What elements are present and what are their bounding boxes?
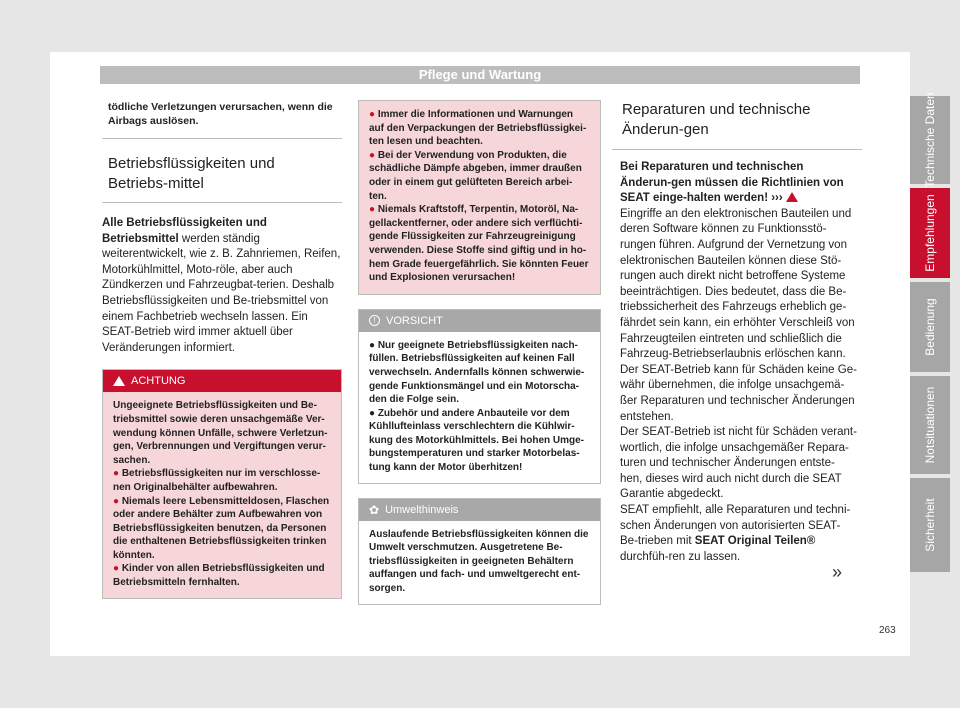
warning-bullet: ● Kinder von allen Betriebsflüssigkeiten und Betriebsmitteln fernhalten. bbox=[113, 563, 325, 589]
intro-text: tödliche Verletzungen verursachen, wenn die Airbags auslösen. bbox=[108, 101, 333, 127]
tab-sicherheit[interactable]: Sicherheit bbox=[910, 478, 950, 572]
environment-header bbox=[359, 499, 600, 521]
caution-box bbox=[358, 309, 601, 484]
warning-bullet: ● Immer die Informationen und Warnungen auf den Verpackungen der Betriebsflüssigkei-ten lesen und beachten. bbox=[369, 109, 587, 148]
column-left bbox=[102, 100, 342, 599]
tab-empfehlungen[interactable]: Empfehlungen bbox=[910, 188, 950, 278]
warning-text: Ungeeignete Betriebsflüssigkeiten und Be-triebsmittel sowie deren unsachgemäße Ver-wendung können Unfälle, schwere Verletzun-gen, Verbrennungen und Vergiftungen verur-sachen. bbox=[113, 400, 328, 466]
repairs-p2: Der SEAT-Betrieb kann für Schäden keine Ge-währ übernehmen, die infolge unsachgemä-ßer Reparaturen und technischer Änderungen entstehen. bbox=[620, 363, 857, 423]
caution-bullet: ● Nur geeignete Betriebsflüssigkeiten nach-füllen. Betriebsflüssigkeiten auf keinen Fall verwechseln. Andernfalls können schwerwie-gende Funktionsmängel und ein Motorscha-den die Folge sein. bbox=[369, 339, 585, 406]
repairs-body bbox=[612, 160, 857, 565]
tab-bedienung[interactable]: Bedienung bbox=[910, 282, 950, 372]
environment-label: Umwelthinweis bbox=[385, 503, 459, 516]
warning-icon bbox=[786, 192, 798, 202]
warning-body bbox=[103, 392, 341, 597]
caution-label: VORSICHT bbox=[386, 314, 443, 327]
repairs-p3: Der SEAT-Betrieb ist nicht für Schäden verant-wortlich, die infolge unsachgemäßer Repara-turen und technischer Änderungen entste-hen, dieses wird auch nicht durch die SEAT Garantie abgedeckt. bbox=[620, 426, 857, 501]
environment-body: Auslaufende Betriebsflüssigkeiten können die Umwelt verschmutzen. Ausgetretene Be-triebsflüssigkeiten in geeigneten Behältern auffangen und fach- und umweltgerecht ent-sorgen. bbox=[369, 528, 589, 595]
warning-bullet: ● Betriebsflüssigkeiten nur im verschlosse-nen Originalbehälter aufbewahren. bbox=[113, 468, 321, 493]
divider bbox=[612, 149, 862, 150]
section-title-repairs: Reparaturen und technische Änderun-gen bbox=[622, 101, 811, 138]
environment-box bbox=[358, 498, 601, 605]
warning-icon bbox=[113, 376, 125, 386]
divider bbox=[102, 202, 342, 203]
flower-icon: ✿ bbox=[369, 502, 380, 517]
warning-label: ACHTUNG bbox=[131, 375, 186, 388]
warning-box bbox=[102, 369, 342, 598]
tab-technische-daten[interactable]: Technische Daten bbox=[910, 96, 950, 184]
fluids-text: werden ständig weiterentwickelt, wie z. B. Zahnriemen, Reifen, Motorkühlmittel, Moto-röle, aber auch Zündkerzen und Fahrzeugbat-terien. Deshalb Betriebsflüssigkeiten und Be-triebsmittel von einem Fachbetrieb wechseln lassen. Ein SEAT-Betrieb wird immer aktuell über Veränderungen informiert. bbox=[102, 232, 341, 354]
page-header: Pflege und Wartung bbox=[100, 66, 860, 84]
tab-notsituationen[interactable]: Notsituationen bbox=[910, 376, 950, 474]
fluids-lead: Alle Betriebsflüssigkeiten und Betriebsmittel bbox=[102, 217, 267, 245]
warning-bullet: ● Niemals Kraftstoff, Terpentin, Motoröl, Na-gellackentferner, oder andere sich verflüchti-gende Flüssigkeiten zur Fahrzeugreinigung verwenden. Diese Stoffe sind giftig und in ho-hem Grade feuergefährlich. Sie könnten Feuer und Explosionen verursachen! bbox=[369, 204, 589, 284]
side-tab-bar bbox=[910, 92, 950, 576]
warning-continued-box bbox=[358, 100, 601, 295]
warning-continued-body bbox=[359, 101, 600, 294]
repairs-p4: SEAT empfiehlt, alle Reparaturen und techni-schen Änderungen von autorisierten SEAT-Be-trieben mit SEAT Original Teilen® durchfüh-ren zu lassen. bbox=[620, 504, 851, 563]
warning-bullet: ● Niemals leere Lebensmitteldosen, Flaschen oder andere Behälter zum Aufbewahren von Betriebsflüssigkeiten benutzen, da Personen die enthaltenen Betriebsflüssigkeiten trinken könnten. bbox=[113, 495, 330, 561]
divider bbox=[102, 138, 342, 139]
column-middle bbox=[358, 100, 601, 605]
section-title-fluids: Betriebsflüssigkeiten und Betriebs-mittel bbox=[108, 155, 275, 192]
info-circle-icon: ! bbox=[369, 315, 380, 326]
caution-header bbox=[359, 310, 600, 332]
caution-body bbox=[359, 332, 600, 483]
warning-header bbox=[103, 370, 341, 392]
warning-bullet: ● Bei der Verwendung von Produkten, die schädliche Dämpfe abgeben, immer draußen oder in einem gut gelüfteten Bereich arbei-ten. bbox=[369, 149, 582, 202]
repairs-p1: Eingriffe an den elektronischen Bauteilen und deren Software können zu Funktionsstö-rungen führen. Aufgrund der Vernetzung von elektronischen Bauteilen können diese Stö-rungen auch direkt nicht betroffene Systeme beeinträchtigen. Dies bedeutet, dass die Be-triebssicherheit des Fahrzeugs erheblich ge-fährdet sein kann, ein erhöhter Verschleiß von Fahrzeugteilen eintreten und schließlich die Fahrzeug-Betriebserlaubnis erlöschen kann. bbox=[620, 207, 855, 361]
continue-marker: » bbox=[832, 562, 843, 582]
fluids-body bbox=[102, 216, 342, 356]
caution-bullet: ● Zubehör und andere Anbauteile vor dem Kühllufteinlass verschlechtern die Kühlwir-kung des Motorkühlmittels. Bei hohen Umge-bungstemperaturen und starker Motorbelas-tung kann der Motor überhitzen! bbox=[369, 407, 585, 474]
page-number: 263 bbox=[879, 625, 896, 636]
repairs-lead: Bei Reparaturen und technischen Änderun-gen müssen die Richtlinien von SEAT einge-halten werden! ››› bbox=[620, 161, 844, 205]
column-right bbox=[612, 100, 862, 565]
